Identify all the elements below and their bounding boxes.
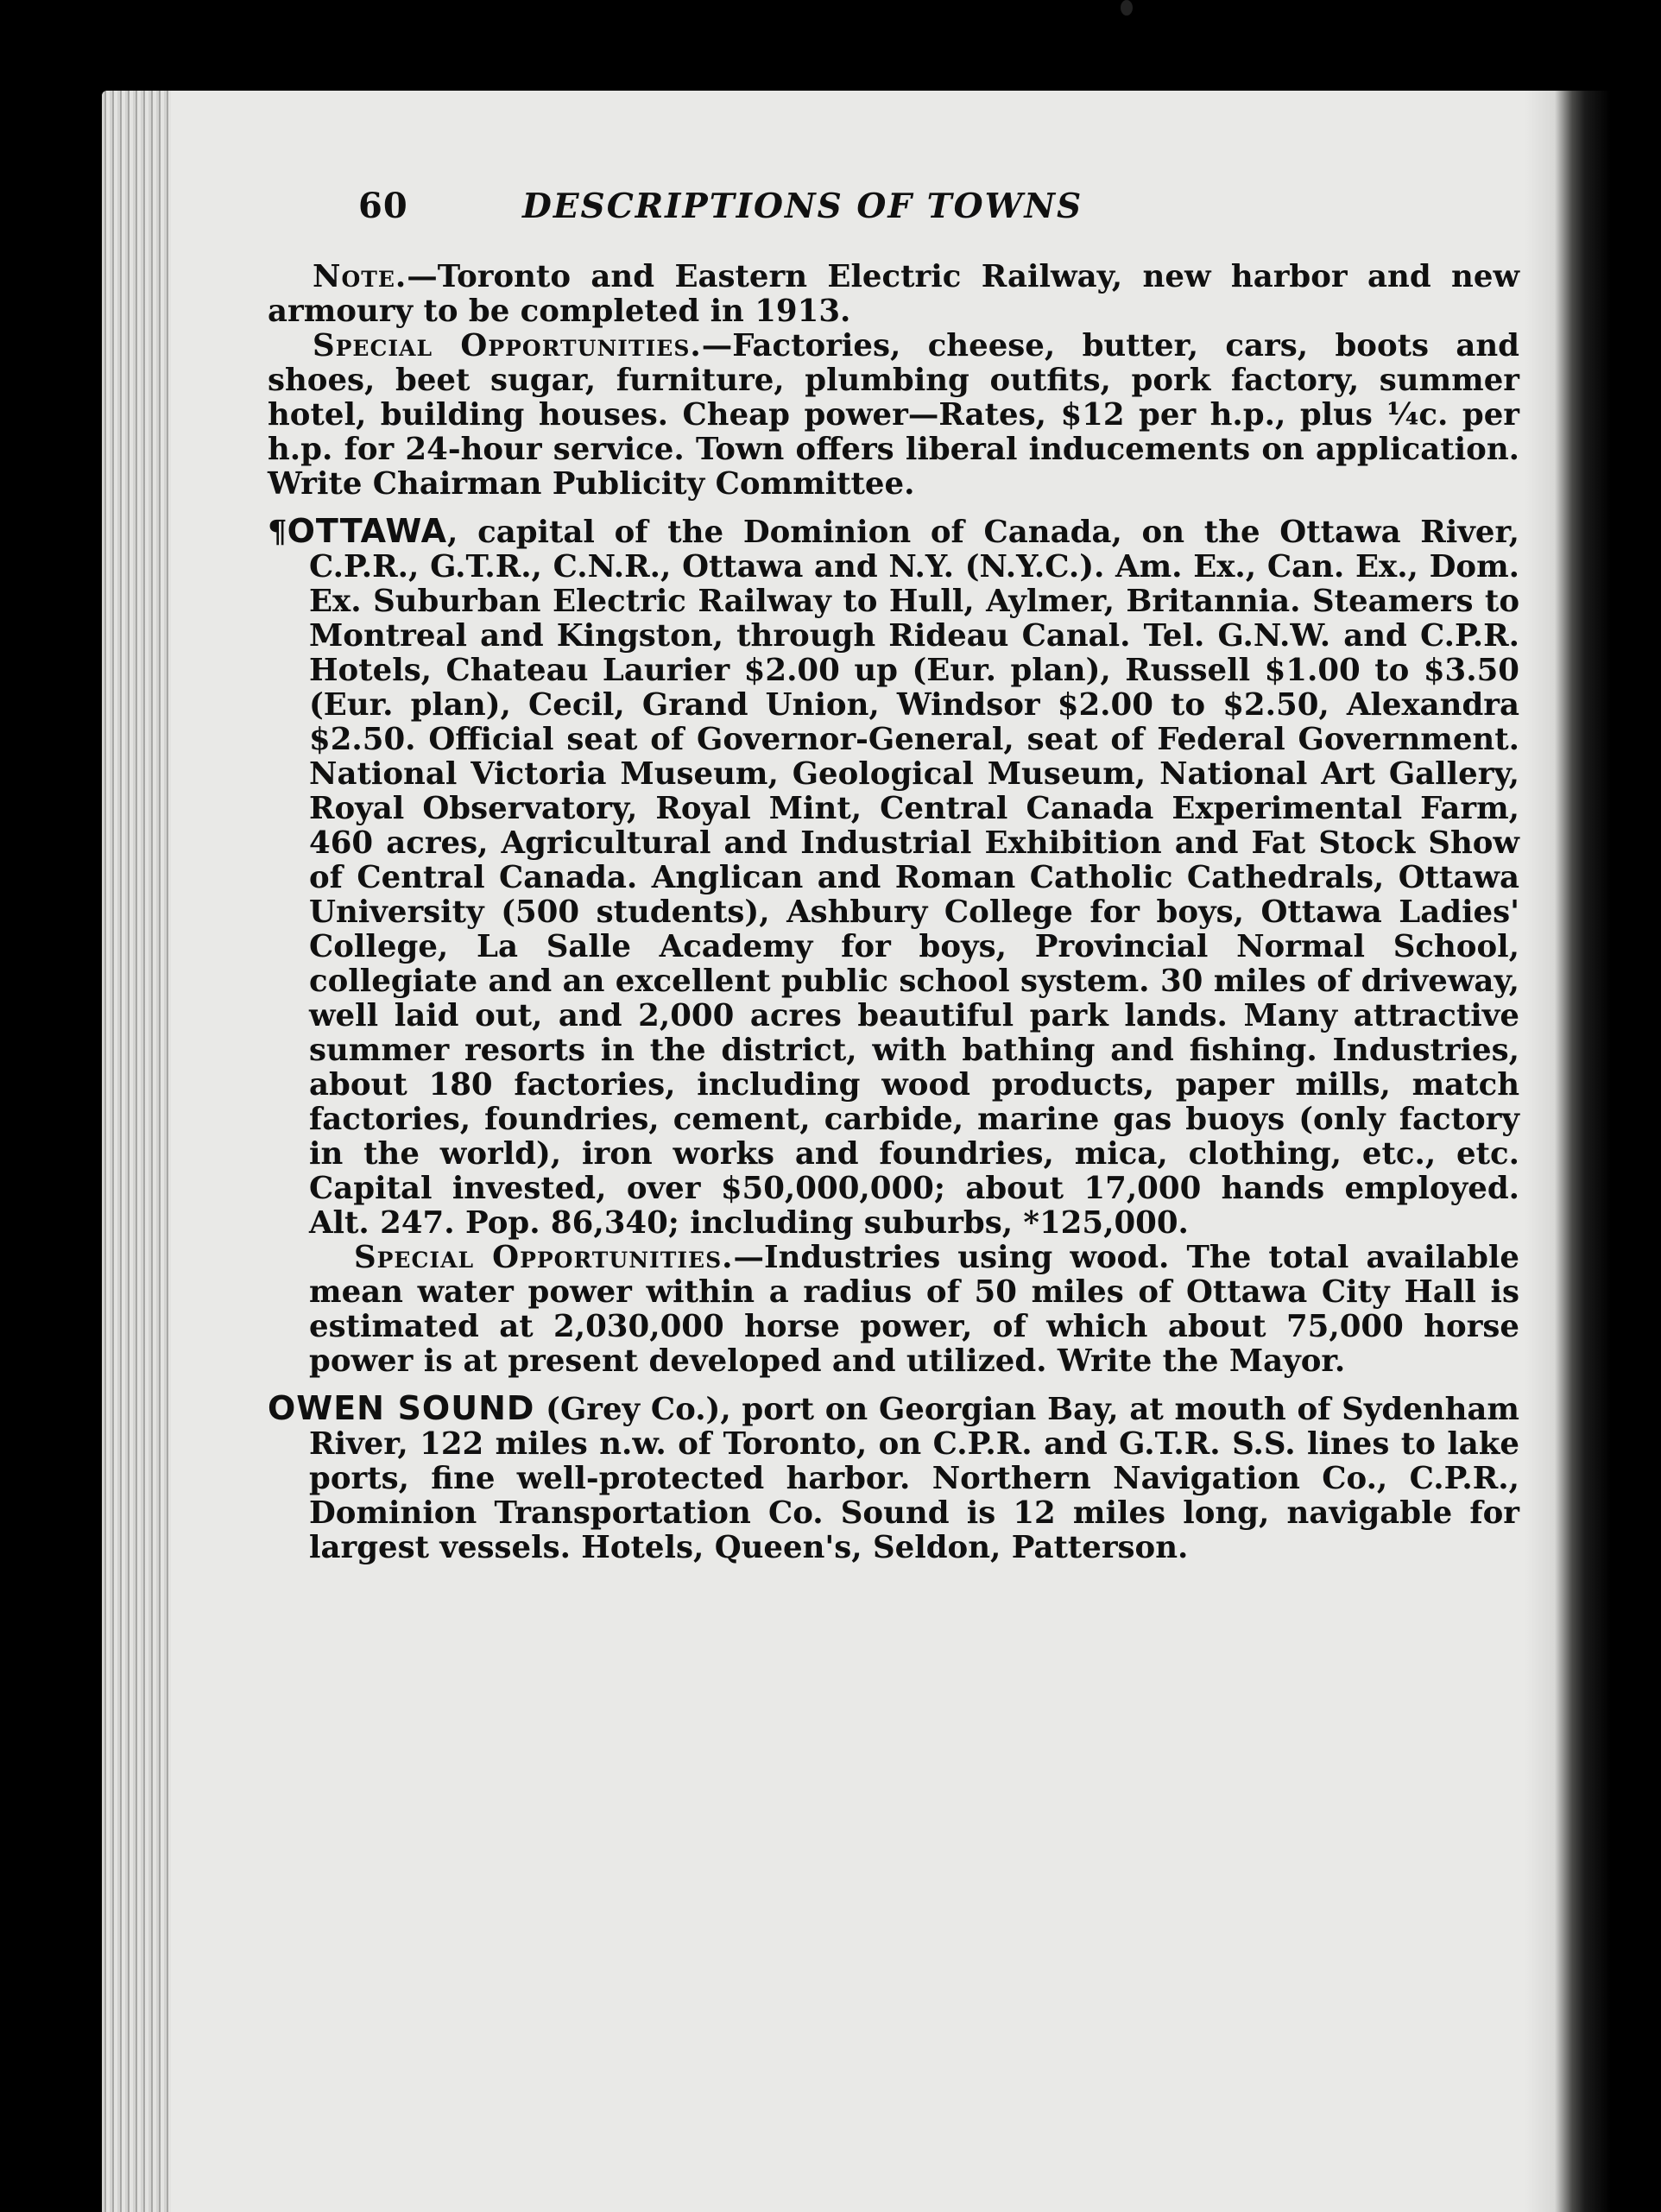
special-opportunities-label-2: Special Opportunities.	[354, 1240, 734, 1275]
note-label: Note.	[313, 259, 407, 294]
special-opportunities-text-2: —Industries using wood. The total available mean water power within a radius of 50 miles of Ottawa City Hall is estimated at 2,030,000 horse power, of which about 75,000 horse power is at present developed and utilized. Write the Mayor.	[309, 1240, 1519, 1379]
book-spine	[1525, 91, 1611, 2212]
ottawa-description: , capital of the Dominion of Canada, on the Ottawa River, C.P.R., G.T.R., C.N.R., Ottawa and N.Y. (N.Y.C.). Am. Ex., Can. Ex., Dom. Ex. Suburban Electric Railway to Hull, Aylmer, Britannia. Steamers to Montreal and Kingston, through Rideau Canal. Tel. G.N.W. and C.P.R. Hotels, Chateau Laurier $2.00 up (Eur. plan), Russell $1.00 to $3.50 (Eur. plan), Cecil, Grand Union, Windsor $2.00 to $2.50, Alexandra $2.50. Official seat of Governor-General, seat of Federal Government. National Victoria Museum, Geological Museum, National Art Gallery, Royal Observatory, Royal Mint, Central Canada Experimental Farm, 460 acres, Agricultural and Industrial Exhibition and Fat Stock Show of Central Canada. Anglican and Roman Catholic Cathedrals, Ottawa University (500 students), Ashbury College for boys, Ottawa Ladies' College, La Salle Academy for boys, Provincial Normal School, collegiate and an excellent public school system. 30 miles of driveway, well laid out, and 2,000 acres beautiful park lands. Many attractive summer resorts in the district, with bathing and fishing. Industries, about 180 factories, including wood products, paper mills, match factories, foundries, cement, carbide, marine gas buoys (only factory in the world), iron works and foundries, mica, clothing, etc., etc. Capital invested, over $50,000,000; about 17,000 hands employed. Alt. 247. Pop. 86,340; including suburbs, *125,000.	[309, 515, 1519, 1241]
owen-sound-town-name: OWEN SOUND	[268, 1389, 535, 1427]
page-text-block	[268, 186, 1519, 1565]
page-number: 60	[358, 186, 408, 226]
page-edges	[102, 91, 171, 2212]
special-opportunities-paragraph-2	[309, 1241, 1519, 1379]
ottawa-entry	[268, 514, 1519, 1241]
dust-speck	[1121, 0, 1133, 16]
pilcrow-marker: ¶	[268, 515, 287, 550]
owen-sound-description: (Grey Co.), port on Georgian Bay, at mouth of Sydenham River, 122 miles n.w. of Toronto, on C.P.R. and G.T.R. S.S. lines to lake ports, fine well-protected harbor. Northern Navigation Co., C.P.R., Dominion Transportation Co. Sound is 12 miles long, navigable for largest vessels. Hotels, Queen's, Seldon, Patterson.	[309, 1392, 1519, 1565]
owen-sound-entry	[268, 1391, 1519, 1565]
page-header	[268, 186, 1519, 255]
special-opportunities-paragraph-1	[268, 329, 1519, 502]
running-head: DESCRIPTIONS OF TOWNS	[522, 186, 1083, 226]
note-paragraph	[268, 260, 1519, 329]
special-opportunities-text-1: —Factories, cheese, butter, cars, boots and shoes, beet sugar, furniture, plumbing outfits, pork factory, summer hotel, building houses. Cheap power—Rates, $12 per h.p., plus ¼c. per h.p. for 24-hour service. Town offers liberal inducements on application. Write Chairman Publicity Committee.	[268, 328, 1519, 502]
ottawa-town-name: OTTAWA	[287, 512, 447, 550]
note-text: —Toronto and Eastern Electric Railway, new harbor and new armoury to be completed in 1913.	[268, 259, 1519, 329]
special-opportunities-label-1: Special Opportunities.	[313, 328, 702, 363]
